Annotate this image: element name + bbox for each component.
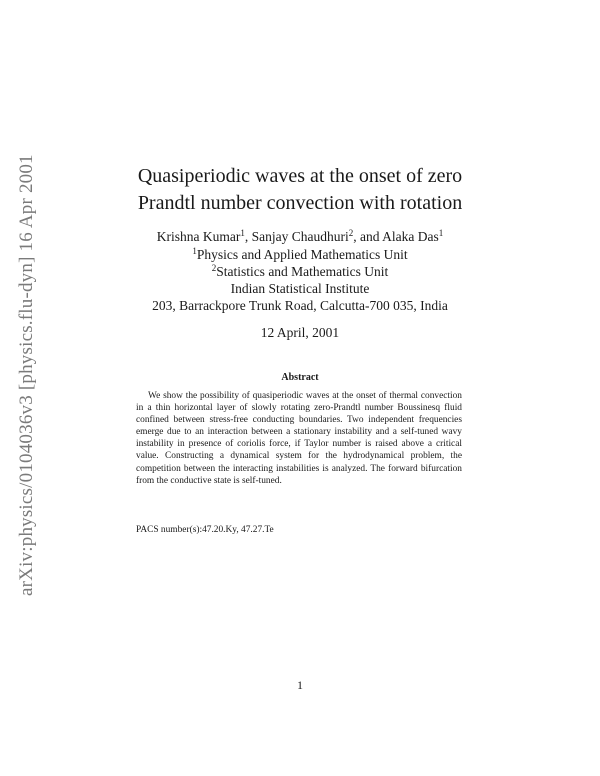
pacs-numbers: PACS number(s):47.20.Ky, 47.27.Te (136, 525, 274, 535)
paper-title (0, 163, 600, 217)
affiliation-mark: 2 (348, 228, 354, 238)
affiliation-mark: 2 (211, 263, 217, 273)
institute-name: Indian Statistical Institute (230, 281, 370, 296)
abstract-heading: Abstract (281, 372, 319, 383)
affiliation-mark: 1 (438, 228, 444, 238)
author-name: Alaka Das (382, 229, 439, 244)
author-list (0, 228, 600, 246)
abstract-text: We show the possibility of quasiperiodic waves at the onset of thermal convection in a thin horizontal layer of slowly rotating zero-Prandtl number Boussinesq fluid confined between stress-free conducting boundaries. Two independent frequencies emerge due to an interaction between a stationary instability and a self-tuned wavy instability in presence of coriolis force, if Taylor number is raised above a critical value. Constructing a dynamical system for the hydrodynamical problem, the competition between the interacting instabilities is analyzed. The forward bifurcation from the conductive state is self-tuned. (136, 391, 462, 486)
title-line: Quasiperiodic waves at the onset of zero (137, 165, 463, 187)
postal-address: 203, Barrackpore Trunk Road, Calcutta-700 035, India (152, 298, 448, 313)
arxiv-identifier-stamp: arXiv:physics/0104036v3 [physics.flu-dyn] 16 Apr 2001 (16, 154, 37, 596)
author-name: Krishna Kumar (156, 229, 241, 244)
author-separator: , (244, 229, 252, 244)
affiliation-text: Statistics and Mathematics Unit (216, 264, 389, 279)
affiliation-text: Physics and Applied Mathematics Unit (196, 247, 408, 262)
author-separator: , and (353, 229, 383, 244)
publication-date: 12 April, 2001 (260, 325, 340, 340)
author-name: Sanjay Chaudhuri (251, 229, 349, 244)
affiliation-line (0, 246, 600, 263)
page-number: 1 (297, 678, 303, 692)
affiliation-mark: 1 (240, 228, 245, 238)
affiliation-mark: 1 (192, 246, 197, 256)
affiliation-block (0, 246, 600, 314)
affiliation-line (0, 263, 600, 280)
title-line: Prandtl number convection with rotation (137, 192, 463, 214)
